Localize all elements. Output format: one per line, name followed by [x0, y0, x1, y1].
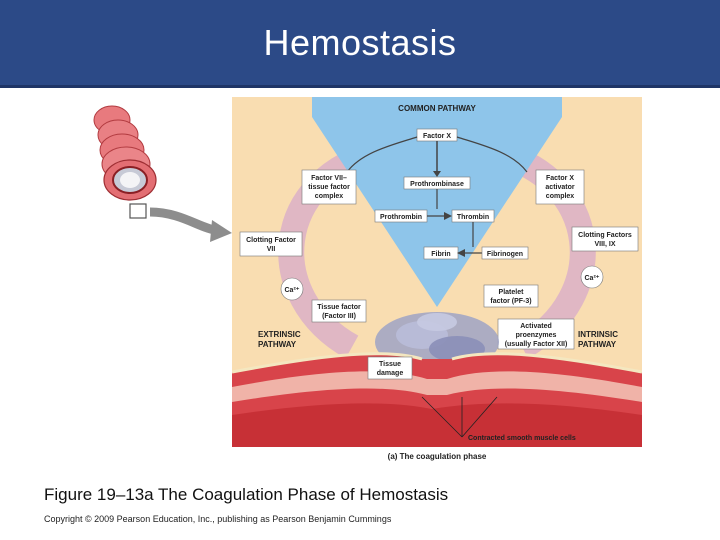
clotting-factor-vii-line2: VII	[266, 246, 276, 253]
zoom-arrow	[130, 200, 240, 250]
factor-vii-complex-line2: tissue factor	[308, 184, 350, 191]
panel-caption: (a) The coagulation phase	[387, 452, 487, 461]
ca-left-label: Ca²⁺	[284, 287, 300, 294]
fibrin-label: Fibrin	[431, 251, 451, 258]
activated-proenzymes-line1: Activated	[520, 323, 552, 330]
fibrinogen-label: Fibrinogen	[486, 251, 524, 258]
extrinsic-label-line1: EXTRINSIC	[258, 330, 301, 339]
thrombin-label: Thrombin	[456, 214, 490, 221]
coagulation-diagram	[232, 97, 642, 465]
platelet-factor-line2: factor (PF-3)	[490, 298, 532, 305]
figure-caption: Figure 19–13a The Coagulation Phase of Hemostasis	[44, 485, 449, 504]
factor-vii-complex-line1: Factor VII–	[311, 175, 347, 182]
activated-proenzymes-line3: (usually Factor XII)	[504, 341, 568, 348]
tissue-damage-line1: Tissue	[378, 361, 402, 368]
clotting-factors-viii-ix-line1: Clotting Factors	[578, 232, 632, 239]
factor-vii-complex-line3: complex	[314, 193, 344, 200]
factor-x-activator-line3: complex	[545, 193, 575, 200]
clotting-factor-vii-line1: Clotting Factor	[246, 237, 296, 244]
prothrombinase-label: Prothrombinase	[410, 181, 464, 188]
copyright-notice: Copyright © 2009 Pearson Education, Inc., publishing as Pearson Benjamin Cummings	[44, 514, 392, 524]
intrinsic-label-line1: INTRINSIC	[578, 330, 618, 339]
tissue-damage-line2: damage	[376, 370, 404, 377]
factor-x-label: Factor X	[422, 133, 452, 140]
ca-right-label: Ca²⁺	[584, 275, 600, 282]
extrinsic-label-line2: PATHWAY	[258, 340, 297, 349]
slide-title: Hemostasis	[263, 22, 457, 63]
tissue-factor-line2: (Factor III)	[322, 313, 356, 320]
intrinsic-label-line2: PATHWAY	[578, 340, 617, 349]
prothrombin-label: Prothrombin	[380, 214, 422, 221]
common-pathway-label: COMMON PATHWAY	[398, 104, 476, 113]
activated-proenzymes-line2: proenzymes	[515, 332, 557, 339]
factor-x-activator-line2: activator	[545, 184, 575, 191]
tissue-factor-line1: Tissue factor	[317, 304, 361, 311]
clotting-factors-viii-ix-line2: VIII, IX	[594, 241, 616, 248]
factor-x-activator-line1: Factor X	[545, 175, 575, 182]
title-bar	[0, 0, 720, 88]
platelet-factor-line1: Platelet	[498, 289, 524, 296]
smooth-muscle-label: Contracted smooth muscle cells	[468, 435, 576, 442]
